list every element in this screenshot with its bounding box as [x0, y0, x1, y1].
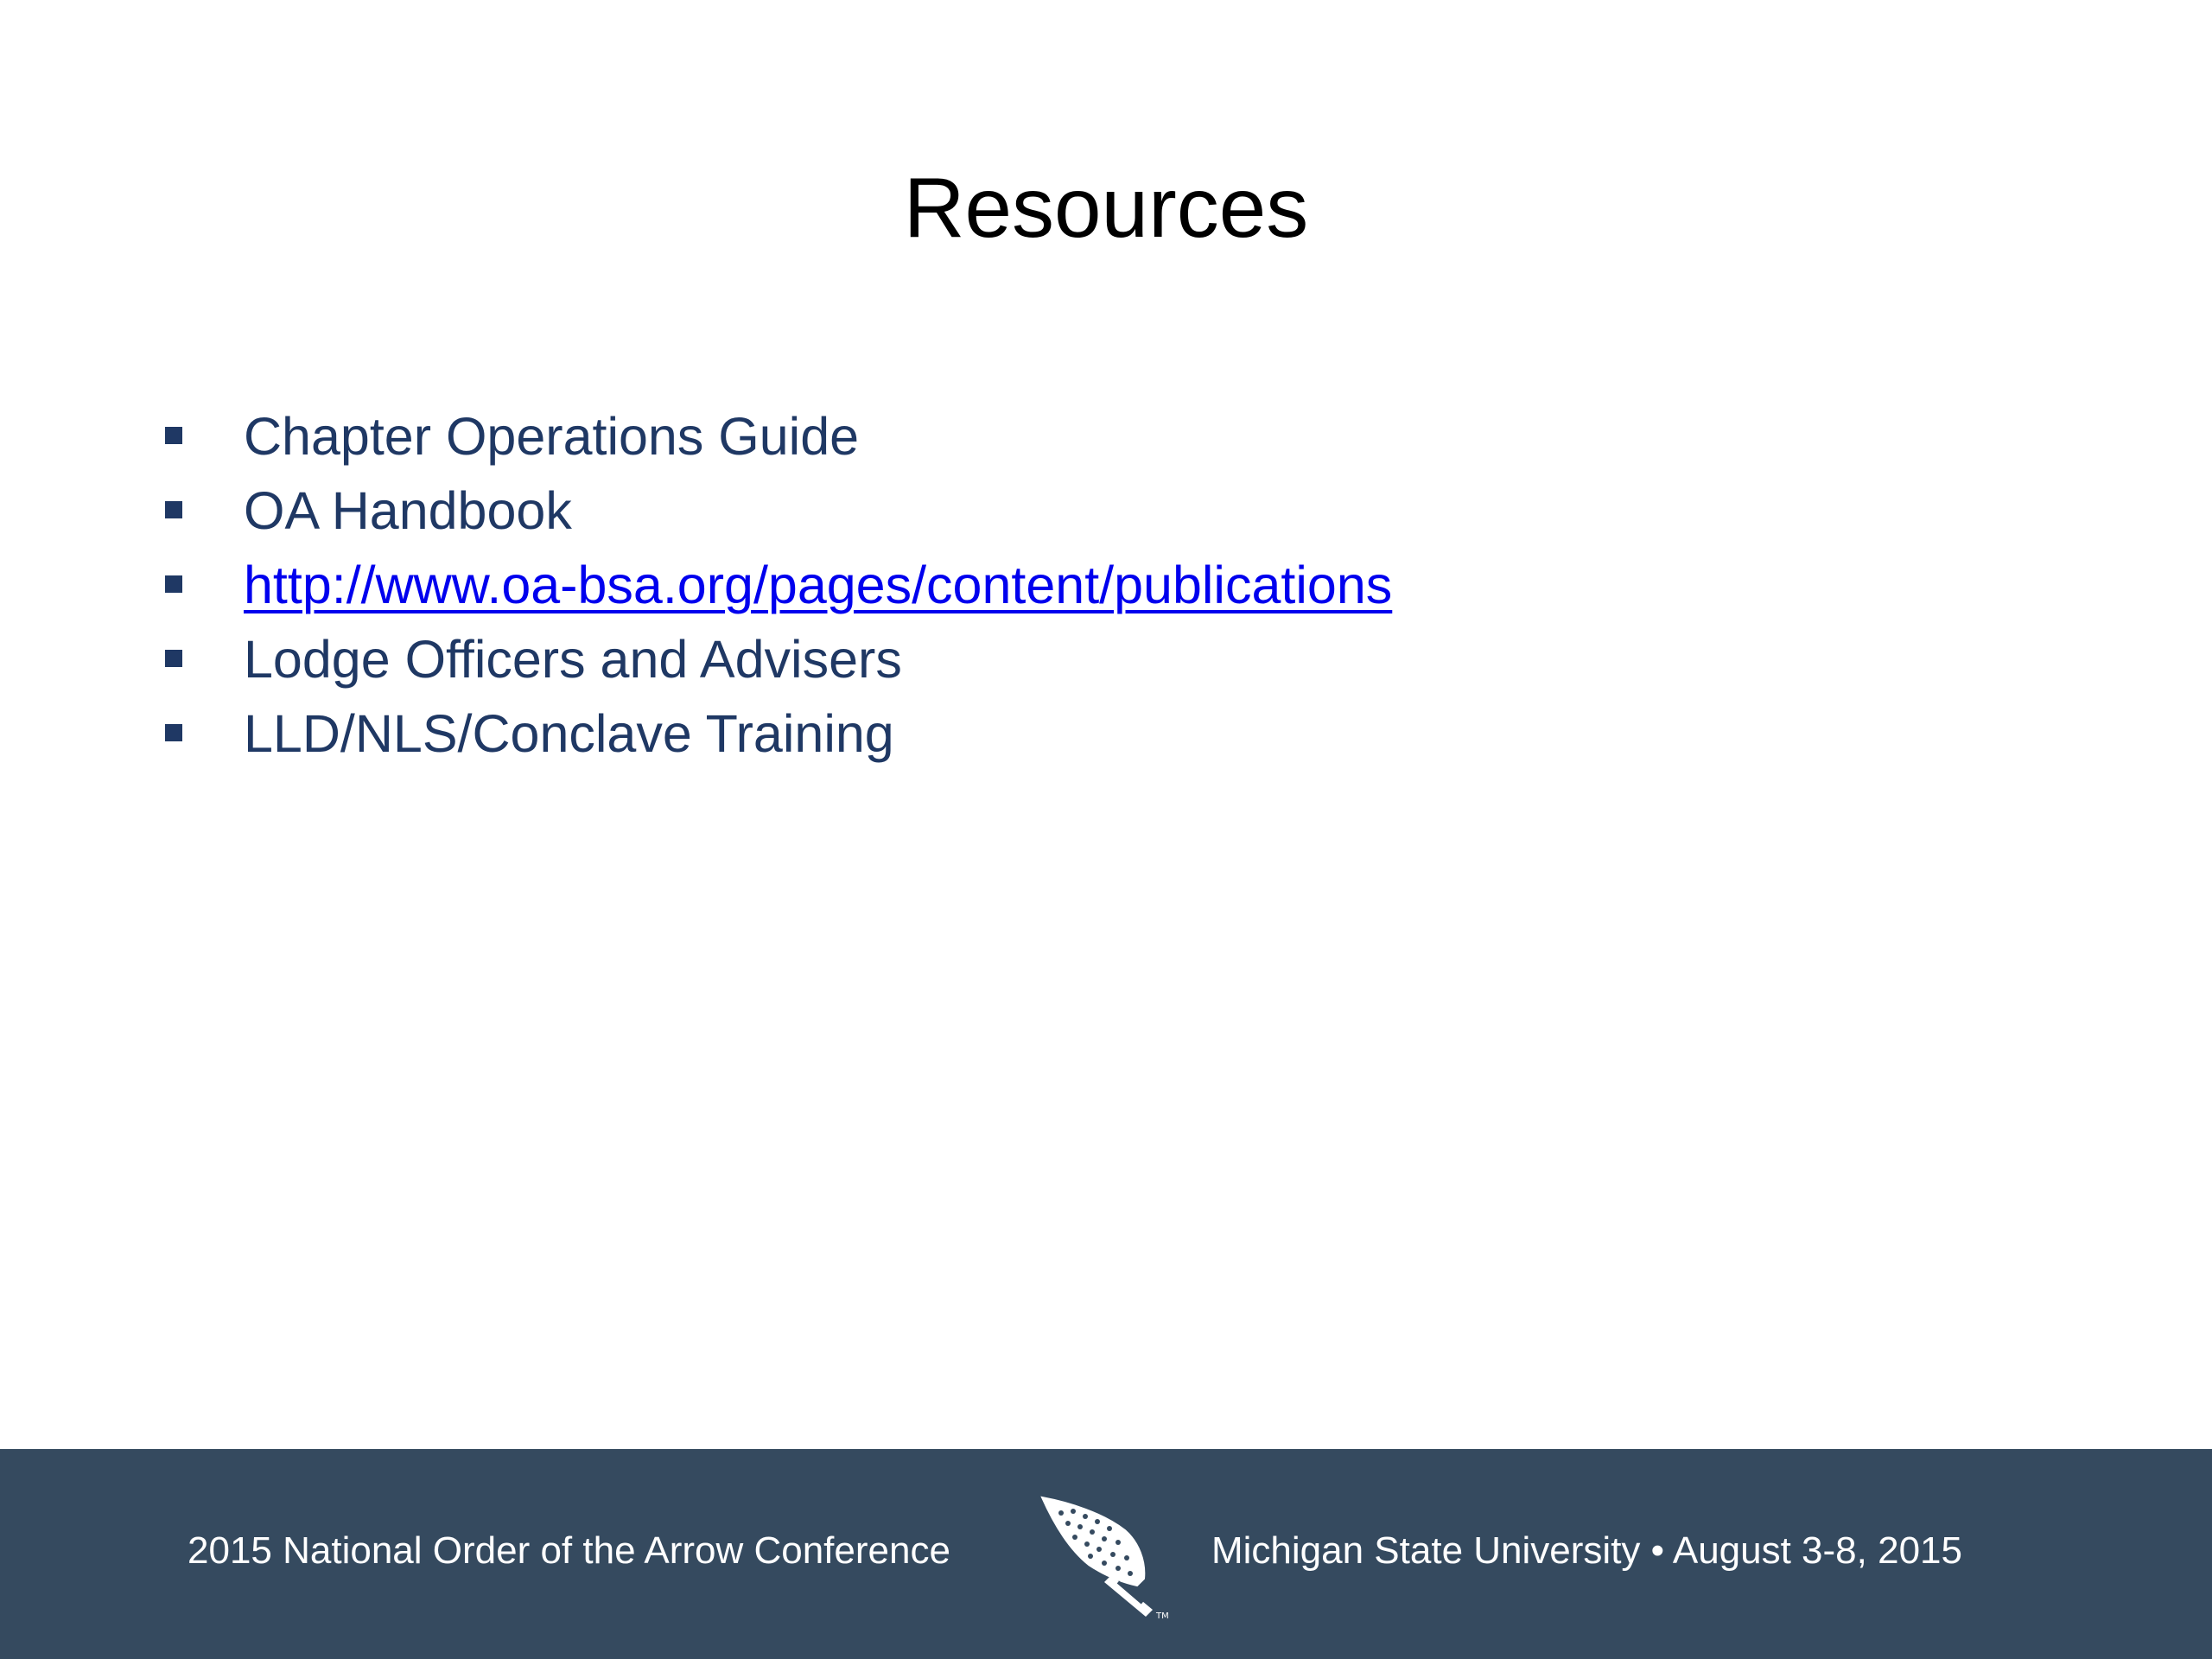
svg-text:TM: TM	[1156, 1611, 1169, 1621]
bullet-text: Chapter Operations Guide	[244, 407, 860, 466]
footer-conference-name: 2015 National Order of the Arrow Conference	[188, 1529, 950, 1572]
square-bullet-icon	[165, 501, 182, 518]
bullet-list	[156, 399, 1392, 771]
publications-link[interactable]: http://www.oa-bsa.org/pages/content/publications	[244, 556, 1393, 614]
footer-bar	[0, 1449, 2212, 1659]
square-bullet-icon	[165, 650, 182, 667]
bullet-item-lodge-officers-and-advisers	[156, 622, 1392, 696]
footer-location-dates: Michigan State University • August 3-8, 2015	[1211, 1529, 1962, 1572]
bullet-text: OA Handbook	[244, 481, 572, 540]
bullet-item-oa-handbook	[156, 474, 1392, 548]
bullet-text: Lodge Officers and Advisers	[244, 630, 902, 689]
slide-title: Resources	[903, 160, 1309, 255]
bullet-item-lld-nls-conclave-training	[156, 696, 1392, 771]
bullet-item-publications-link	[156, 548, 1392, 622]
bullet-text: LLD/NLS/Conclave Training	[244, 704, 894, 763]
square-bullet-icon	[165, 575, 182, 593]
square-bullet-icon	[165, 427, 182, 444]
arrowhead-logo-icon	[1035, 1492, 1173, 1622]
bullet-item-chapter-operations-guide	[156, 399, 1392, 474]
square-bullet-icon	[165, 724, 182, 741]
